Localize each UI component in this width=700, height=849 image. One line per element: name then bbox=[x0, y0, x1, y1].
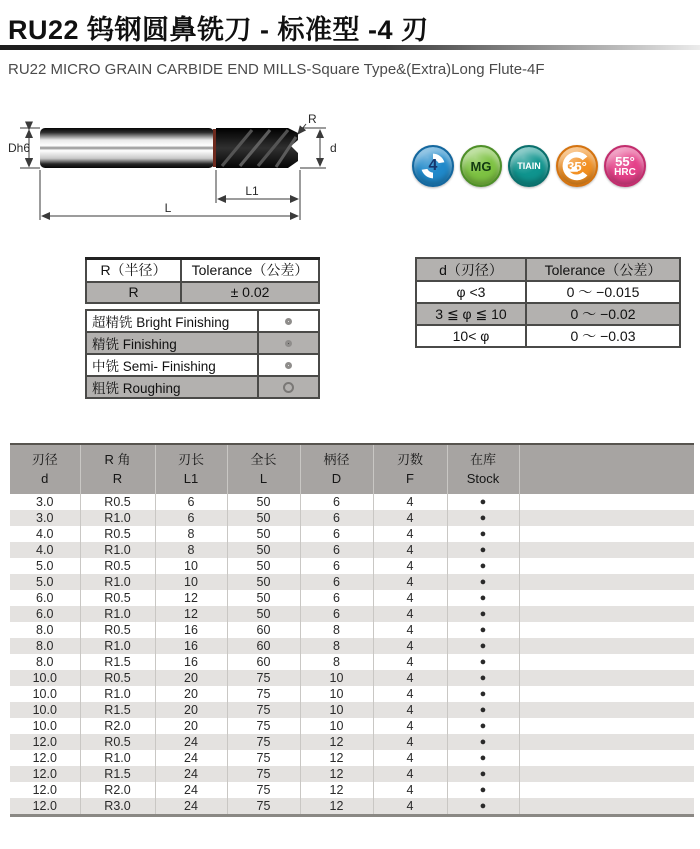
table-cell: 0 ～ −0.015 bbox=[526, 281, 680, 303]
spec-cell: 4 bbox=[373, 622, 447, 638]
stock-indicator: ● bbox=[447, 766, 519, 782]
table-row bbox=[416, 281, 680, 303]
spec-cell: 75 bbox=[227, 782, 300, 798]
table-header-row bbox=[86, 259, 319, 282]
spec-cell: 12 bbox=[300, 750, 373, 766]
table-cell: 10< φ bbox=[416, 325, 526, 347]
stock-indicator: ● bbox=[447, 558, 519, 574]
dim-label-radius: R bbox=[308, 112, 317, 126]
spec-cell: 50 bbox=[227, 526, 300, 542]
stock-indicator: ● bbox=[447, 702, 519, 718]
badge-label: 55° bbox=[615, 153, 635, 169]
spec-cell: 5.0 bbox=[36, 559, 54, 573]
spec-cell: 10 bbox=[300, 702, 373, 718]
spec-cell: 12.0 bbox=[10, 734, 80, 750]
table-cell: φ <3 bbox=[416, 281, 526, 303]
spec-cell: R1.5 bbox=[80, 654, 155, 670]
helix-angle-badge bbox=[556, 145, 598, 187]
spec-cell: 4 bbox=[373, 750, 447, 766]
tool-joint-line bbox=[213, 129, 216, 167]
spec-cell bbox=[519, 494, 694, 510]
spec-cell: 4.0 bbox=[36, 527, 54, 541]
spec-cell bbox=[519, 670, 694, 686]
stock-indicator: ● bbox=[447, 590, 519, 606]
spec-cell: 50 bbox=[227, 510, 300, 526]
finishing-rating bbox=[258, 332, 319, 354]
circle-icon bbox=[283, 382, 294, 393]
finishing-application-table bbox=[85, 309, 320, 399]
spec-cell: 6 bbox=[155, 494, 227, 510]
table-cell: ± 0.02 bbox=[181, 282, 319, 303]
header-symbol: Stock bbox=[466, 470, 500, 486]
spec-cell: 12.0 bbox=[32, 751, 57, 765]
spec-cell bbox=[519, 590, 694, 606]
stock-indicator: ● bbox=[447, 734, 519, 750]
spec-row bbox=[10, 734, 694, 750]
r-tolerance-body bbox=[86, 282, 319, 303]
spec-row bbox=[10, 718, 694, 734]
spec-cell: R1.5 bbox=[80, 702, 155, 718]
spec-row bbox=[10, 782, 694, 798]
specification-table bbox=[10, 443, 694, 817]
spec-cell: 4 bbox=[373, 558, 447, 574]
finishing-rating bbox=[258, 354, 319, 376]
header-symbol: L1 bbox=[183, 470, 199, 486]
spec-cell: 10.0 bbox=[10, 702, 80, 718]
finishing-rating bbox=[258, 310, 319, 332]
spec-cell: R1.0 bbox=[80, 510, 155, 526]
spec-cell: 8 bbox=[300, 622, 373, 638]
spec-cell: R2.0 bbox=[80, 782, 155, 798]
spec-cell: 3.0 bbox=[10, 510, 80, 526]
spec-cell: 10 bbox=[155, 558, 227, 574]
spec-cell bbox=[519, 702, 694, 718]
spec-cell: 4 bbox=[373, 798, 447, 816]
table-row bbox=[416, 303, 680, 325]
spec-row bbox=[10, 622, 694, 638]
spec-row bbox=[10, 766, 694, 782]
spec-cell bbox=[519, 526, 694, 542]
spec-row bbox=[10, 574, 694, 590]
spec-column-header bbox=[10, 444, 80, 494]
spec-row bbox=[10, 798, 694, 816]
spec-cell: 16 bbox=[155, 654, 227, 670]
spec-cell: R3.0 bbox=[80, 798, 155, 816]
feature-badges bbox=[412, 145, 646, 187]
spec-cell: 24 bbox=[155, 766, 227, 782]
spec-cell: R1.0 bbox=[80, 606, 155, 622]
stock-indicator: ● bbox=[447, 654, 519, 670]
spec-cell: 4 bbox=[373, 654, 447, 670]
spec-cell: 4 bbox=[373, 782, 447, 798]
spec-row bbox=[10, 510, 694, 526]
spec-cell bbox=[519, 718, 694, 734]
spec-cell: 60 bbox=[227, 638, 300, 654]
spec-column-header bbox=[227, 444, 300, 494]
spec-cell: 6 bbox=[300, 494, 373, 510]
spec-cell: 12 bbox=[155, 590, 227, 606]
spec-cell: 4 bbox=[373, 542, 447, 558]
header-name-cn: 刃数 bbox=[396, 451, 423, 467]
spec-cell: 6 bbox=[300, 606, 373, 622]
spec-cell bbox=[519, 606, 694, 622]
spec-cell bbox=[519, 782, 694, 798]
spec-cell: 4 bbox=[373, 670, 447, 686]
coating-badge bbox=[508, 145, 550, 187]
spec-cell: 8 bbox=[300, 638, 373, 654]
spec-cell: R1.0 bbox=[80, 638, 155, 654]
header-name-cn: R 角 bbox=[104, 451, 131, 467]
spec-column-header bbox=[519, 444, 694, 494]
spec-cell: 12 bbox=[300, 798, 373, 816]
spec-cell: 12 bbox=[300, 766, 373, 782]
spec-cell: 8.0 bbox=[10, 638, 80, 654]
spec-cell: 75 bbox=[227, 686, 300, 702]
spec-cell: 20 bbox=[155, 718, 227, 734]
stock-indicator: ● bbox=[447, 718, 519, 734]
spec-cell: 10 bbox=[300, 718, 373, 734]
spec-cell: 8.0 bbox=[36, 623, 54, 637]
spec-cell: 10 bbox=[155, 574, 227, 590]
spec-column-header bbox=[80, 444, 155, 494]
table-header-row bbox=[416, 258, 680, 281]
spec-cell: 10.0 bbox=[32, 719, 57, 733]
table-row bbox=[86, 282, 319, 303]
spec-cell: 4 bbox=[373, 638, 447, 654]
stock-indicator: ● bbox=[447, 798, 519, 816]
spec-cell: 24 bbox=[155, 782, 227, 798]
spec-cell: 12.0 bbox=[32, 783, 57, 797]
spec-cell: 75 bbox=[227, 718, 300, 734]
spec-cell: R0.5 bbox=[80, 494, 155, 510]
spec-cell: 8 bbox=[155, 526, 227, 542]
finishing-row bbox=[86, 354, 319, 376]
spec-cell: R1.5 bbox=[80, 766, 155, 782]
spec-row bbox=[10, 654, 694, 670]
spec-cell bbox=[519, 558, 694, 574]
spec-cell: 6.0 bbox=[10, 606, 80, 622]
dim-label-shank-dia: Dh6 bbox=[8, 141, 31, 155]
spec-cell: 4 bbox=[373, 494, 447, 510]
spec-cell bbox=[519, 622, 694, 638]
stock-indicator: ● bbox=[447, 638, 519, 654]
spec-row bbox=[10, 686, 694, 702]
spec-cell: 16 bbox=[155, 638, 227, 654]
header-symbol: L bbox=[259, 470, 268, 486]
spec-cell: 8 bbox=[300, 654, 373, 670]
spec-cell: 10.0 bbox=[32, 687, 57, 701]
spec-cell: R0.5 bbox=[80, 734, 155, 750]
spec-cell: 6 bbox=[300, 590, 373, 606]
r-tolerance-table bbox=[85, 257, 320, 304]
header-symbol: R bbox=[112, 470, 123, 486]
spec-cell bbox=[519, 734, 694, 750]
tool-shank bbox=[40, 128, 214, 168]
spec-cell: 20 bbox=[155, 702, 227, 718]
spec-row bbox=[10, 638, 694, 654]
spec-cell: 5.0 bbox=[10, 574, 80, 590]
spec-row bbox=[10, 494, 694, 510]
spec-row bbox=[10, 750, 694, 766]
spec-cell: 4 bbox=[373, 574, 447, 590]
stock-indicator: ● bbox=[447, 510, 519, 526]
spec-cell bbox=[519, 654, 694, 670]
spec-cell: 4 bbox=[373, 766, 447, 782]
table-cell: 0 ～ −0.03 bbox=[526, 325, 680, 347]
spec-cell: 10 bbox=[300, 670, 373, 686]
page-title: RU22 钨钢圆鼻铣刀 - 标准型 -4 刃 bbox=[8, 15, 429, 45]
spec-cell: 4 bbox=[373, 606, 447, 622]
spec-cell: 4 bbox=[373, 526, 447, 542]
stock-indicator: ● bbox=[447, 494, 519, 510]
stock-indicator: ● bbox=[447, 622, 519, 638]
table-cell: R bbox=[86, 282, 181, 303]
dim-label-overall-length: L bbox=[164, 201, 172, 215]
badge-label: MG bbox=[470, 158, 492, 174]
spec-cell: 8 bbox=[155, 542, 227, 558]
stock-indicator: ● bbox=[447, 686, 519, 702]
spec-cell bbox=[519, 766, 694, 782]
spec-cell: 50 bbox=[227, 494, 300, 510]
spec-cell bbox=[519, 686, 694, 702]
badge-label: 4 bbox=[428, 157, 438, 174]
finishing-row bbox=[86, 310, 319, 332]
spec-cell: 12 bbox=[300, 734, 373, 750]
spec-cell: 24 bbox=[155, 750, 227, 766]
spec-cell: 10.0 bbox=[10, 670, 80, 686]
column-header: R（半径） bbox=[86, 259, 181, 282]
spec-cell bbox=[519, 750, 694, 766]
header-symbol: F bbox=[406, 470, 414, 486]
spec-row bbox=[10, 558, 694, 574]
page-subtitle: RU22 MICRO GRAIN CARBIDE END MILLS-Square Type&(Extra)Long Flute-4F bbox=[8, 61, 545, 78]
table-cell: 0 ～ −0.02 bbox=[526, 303, 680, 325]
spec-cell: 50 bbox=[227, 558, 300, 574]
spec-cell: 6 bbox=[300, 558, 373, 574]
spec-cell: 75 bbox=[227, 734, 300, 750]
finishing-row bbox=[86, 332, 319, 354]
spec-cell: 6 bbox=[300, 526, 373, 542]
spec-cell: 4 bbox=[373, 686, 447, 702]
spec-cell: 75 bbox=[227, 750, 300, 766]
column-header: d（刃径） bbox=[416, 258, 526, 281]
spec-cell: 4.0 bbox=[10, 542, 80, 558]
spec-column-header bbox=[155, 444, 227, 494]
spec-column-header bbox=[300, 444, 373, 494]
header-name-cn: 在库 bbox=[469, 451, 496, 467]
spec-cell: 4 bbox=[373, 510, 447, 526]
finishing-label: 超精铣 Bright Finishing bbox=[86, 310, 258, 332]
spec-column-header bbox=[447, 444, 519, 494]
d-tolerance-table bbox=[415, 257, 681, 348]
spec-cell: 16 bbox=[155, 622, 227, 638]
badge-sublabel: HRC bbox=[614, 166, 636, 178]
spec-cell: 75 bbox=[227, 766, 300, 782]
spec-cell: R1.0 bbox=[80, 686, 155, 702]
spec-row bbox=[10, 526, 694, 542]
spec-cell: 24 bbox=[155, 734, 227, 750]
finishing-label: 中铣 Semi- Finishing bbox=[86, 354, 258, 376]
bullseye-icon bbox=[285, 340, 292, 347]
spec-cell: 3.0 bbox=[36, 495, 54, 509]
finishing-label: 粗铣 Roughing bbox=[86, 376, 258, 398]
spec-row bbox=[10, 670, 694, 686]
spec-cell bbox=[519, 510, 694, 526]
spec-cell bbox=[519, 798, 694, 816]
spec-cell: R1.0 bbox=[80, 574, 155, 590]
stock-indicator: ● bbox=[447, 782, 519, 798]
micro-grain-badge bbox=[460, 145, 502, 187]
spec-cell: 12.0 bbox=[10, 798, 80, 816]
spec-cell: 24 bbox=[155, 798, 227, 816]
table-cell: 3 ≦ φ ≦ 10 bbox=[416, 303, 526, 325]
finishing-row bbox=[86, 376, 319, 398]
spec-cell: 8.0 bbox=[36, 655, 54, 669]
spec-cell: R0.5 bbox=[80, 590, 155, 606]
spec-column-header bbox=[373, 444, 447, 494]
spec-cell: R1.0 bbox=[80, 542, 155, 558]
spec-table-body bbox=[10, 494, 694, 816]
flute-count-badge bbox=[412, 145, 454, 187]
spec-cell: 75 bbox=[227, 670, 300, 686]
spec-cell: 50 bbox=[227, 542, 300, 558]
spec-cell: 4 bbox=[373, 734, 447, 750]
double-circle-icon bbox=[285, 362, 292, 369]
spec-cell: 4 bbox=[373, 590, 447, 606]
spec-cell bbox=[519, 542, 694, 558]
d-tolerance-body bbox=[416, 281, 680, 347]
dim-label-cutting-dia: d bbox=[330, 141, 337, 155]
header-name-cn: 刃长 bbox=[177, 451, 204, 467]
spec-cell: 6.0 bbox=[36, 591, 54, 605]
spec-cell: 10 bbox=[300, 686, 373, 702]
spec-cell: 75 bbox=[227, 702, 300, 718]
badge-label: TIAIN bbox=[517, 160, 541, 171]
spec-cell: 60 bbox=[227, 622, 300, 638]
end-mill-technical-drawing bbox=[8, 110, 342, 228]
spec-row bbox=[10, 542, 694, 558]
spec-cell: 4 bbox=[373, 718, 447, 734]
spec-cell: R0.5 bbox=[80, 558, 155, 574]
badge-label: 35° bbox=[567, 158, 587, 174]
spec-cell: 6 bbox=[155, 510, 227, 526]
finishing-label: 精铣 Finishing bbox=[86, 332, 258, 354]
specification-table-wrap bbox=[10, 443, 694, 817]
spec-cell: 60 bbox=[227, 654, 300, 670]
spec-header-row bbox=[10, 444, 694, 494]
header-name-cn: 柄径 bbox=[323, 451, 350, 467]
spec-cell: 75 bbox=[227, 798, 300, 816]
header-name-cn: 全长 bbox=[250, 451, 277, 467]
header-name-cn: 刃径 bbox=[31, 451, 58, 467]
header-symbol: D bbox=[331, 470, 342, 486]
stock-indicator: ● bbox=[447, 574, 519, 590]
dim-label-flute-length: L1 bbox=[245, 184, 259, 198]
spec-cell: 50 bbox=[227, 574, 300, 590]
spec-cell: R0.5 bbox=[80, 622, 155, 638]
spec-row bbox=[10, 702, 694, 718]
stock-indicator: ● bbox=[447, 526, 519, 542]
spec-cell: R2.0 bbox=[80, 718, 155, 734]
spec-cell: 12 bbox=[300, 782, 373, 798]
finishing-table-body bbox=[86, 310, 319, 398]
spec-row bbox=[10, 606, 694, 622]
spec-cell: 12.0 bbox=[10, 766, 80, 782]
spec-cell: R0.5 bbox=[80, 670, 155, 686]
spec-cell: 50 bbox=[227, 606, 300, 622]
column-header: Tolerance（公差） bbox=[526, 258, 680, 281]
spec-cell: 6 bbox=[300, 542, 373, 558]
double-circle-icon bbox=[285, 318, 292, 325]
spec-cell: 20 bbox=[155, 670, 227, 686]
spec-cell: 20 bbox=[155, 686, 227, 702]
spec-row bbox=[10, 590, 694, 606]
stock-indicator: ● bbox=[447, 606, 519, 622]
spec-cell bbox=[519, 574, 694, 590]
spec-cell: 4 bbox=[373, 702, 447, 718]
spec-cell: 50 bbox=[227, 590, 300, 606]
hardness-badge bbox=[604, 145, 646, 187]
spec-cell bbox=[519, 638, 694, 654]
spec-cell: R1.0 bbox=[80, 750, 155, 766]
stock-indicator: ● bbox=[447, 670, 519, 686]
table-row bbox=[416, 325, 680, 347]
stock-indicator: ● bbox=[447, 750, 519, 766]
title-divider bbox=[0, 45, 700, 50]
header-symbol: d bbox=[41, 470, 49, 486]
finishing-rating bbox=[258, 376, 319, 398]
spec-cell: 6 bbox=[300, 510, 373, 526]
spec-cell: 12 bbox=[155, 606, 227, 622]
column-header: Tolerance（公差） bbox=[181, 259, 319, 282]
spec-cell: R0.5 bbox=[80, 526, 155, 542]
stock-indicator: ● bbox=[447, 542, 519, 558]
spec-cell: 6 bbox=[300, 574, 373, 590]
